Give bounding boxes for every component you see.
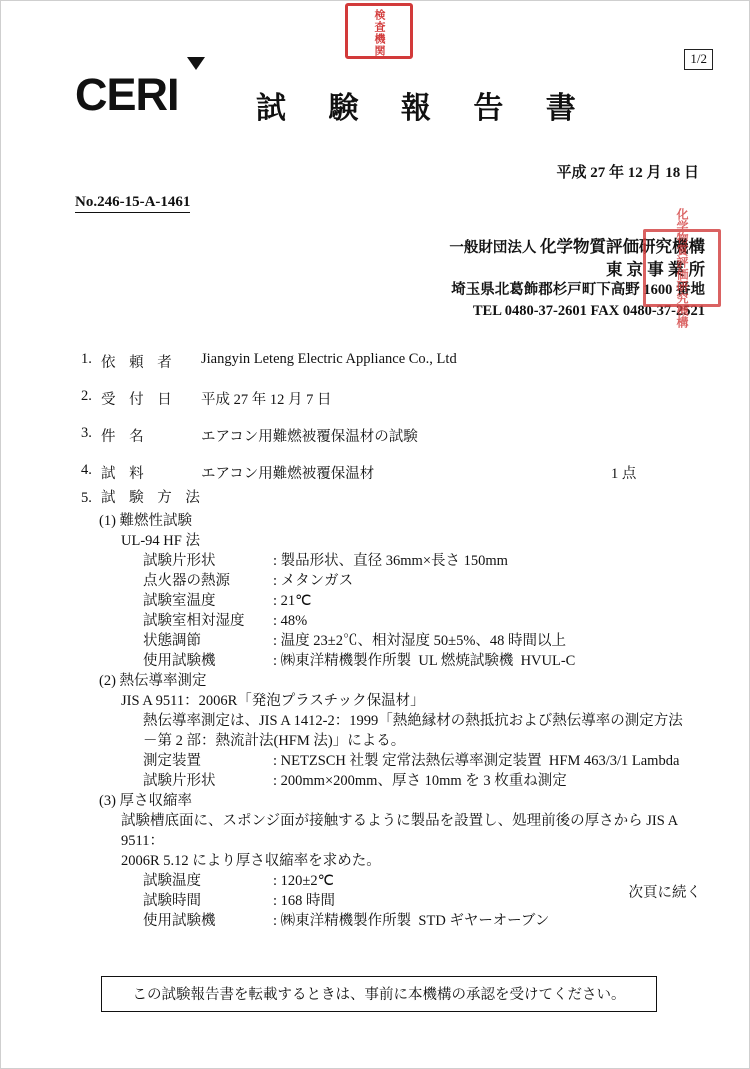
item-number: 3. — [81, 425, 92, 441]
section-number: 5. — [81, 490, 92, 506]
spec-value: : 温度 23±2℃、相対湿度 50±5%、48 時間以上 — [273, 633, 567, 649]
reprint-notice: この試験報告書を転載するときは、事前に本機構の承認を受けてください。 — [101, 976, 657, 1012]
list-item — [81, 388, 681, 409]
spec-row — [143, 871, 701, 891]
spec-key: 測定装置 — [143, 753, 201, 769]
spec-row — [143, 651, 701, 671]
spec-value: : ㈱東洋精機製作所製 STD ギヤーオーブン — [273, 913, 550, 929]
subsection-paragraph-2b: －第 2 部：熱流計法(HFM 法)」による。 — [143, 733, 406, 749]
spec-row — [143, 751, 701, 771]
item-label: 受 付 日 — [101, 392, 177, 408]
item-number: 4. — [81, 462, 92, 478]
subsection-paragraph-3a: 試験槽底面に、スポンジ面が接触するように製品を設置し、処理前後の厚さから JIS A 9511： — [121, 813, 681, 849]
spec-key: 点火器の熱源 — [143, 573, 230, 589]
item-value: エアコン用難燃被覆保温材の試験 — [201, 429, 418, 445]
continued-note: 次頁に続く — [628, 885, 701, 901]
item-number: 2. — [81, 388, 92, 404]
item-value: Jiangyin Leteng Electric Appliance Co., Ltd — [201, 351, 457, 367]
list-item — [81, 462, 681, 483]
issuer-red-seal-stamp: 化学物質評価研究機構 — [643, 229, 721, 307]
subsection-subheading-2: JIS A 9511：2006R「発泡プラスチック保温材」 — [121, 693, 425, 709]
section-label: 試 験 方 法 — [101, 490, 205, 506]
spec-value: : 48% — [273, 613, 308, 629]
ceri-logo — [75, 69, 179, 121]
spec-row — [143, 771, 701, 791]
report-number: No.246-15-A-1461 — [75, 194, 190, 213]
spec-key: 試験室温度 — [143, 593, 216, 609]
test-method-section — [81, 488, 701, 931]
spec-value: : NETZSCH 社製 定常法熱伝導率測定装置 HFM 463/3/1 Lambda — [273, 753, 680, 769]
spec-value: : 168 時間 — [273, 893, 336, 909]
subsection-heading-1: (1) 難燃性試験 — [99, 513, 193, 529]
spec-key: 試験片形状 — [143, 553, 216, 569]
page-title: 試 験 報 告 書 — [256, 91, 592, 126]
spec-key: 試験室相対湿度 — [143, 613, 245, 629]
spec-value: : 120±2℃ — [273, 873, 334, 889]
spec-key: 使用試験機 — [143, 653, 216, 669]
page-number: 1/2 — [684, 49, 713, 70]
issuer-org-name: 化学物質評価研究機構 — [540, 237, 705, 256]
spec-row — [143, 551, 701, 571]
subsection-paragraph-3b: 2006R 5.12 により厚さ収縮率を求めた。 — [121, 853, 381, 869]
spec-row — [143, 631, 701, 651]
spec-value: : 200mm×200mm、厚さ 10mm を 3 枚重ね測定 — [273, 773, 567, 789]
subsection-heading-3: (3) 厚さ収縮率 — [99, 793, 193, 809]
spec-value: : ㈱東洋精機製作所製 UL 燃焼試験機 HVUL-C — [273, 653, 576, 669]
issuer-address: 埼玉県北葛飾郡杉戸町下高野 1600 番地 — [451, 282, 705, 298]
spec-list-1 — [143, 551, 701, 671]
subsection-subheading-1: UL-94 HF 法 — [121, 533, 200, 549]
spec-key: 試験片形状 — [143, 773, 216, 789]
spec-row — [143, 571, 701, 591]
item-number: 1. — [81, 351, 92, 367]
spec-key: 試験温度 — [143, 873, 201, 889]
item-label: 件 名 — [101, 429, 149, 445]
spec-list-3 — [143, 871, 701, 931]
spec-key: 試験時間 — [143, 893, 201, 909]
section-heading — [81, 488, 701, 508]
spec-row — [143, 611, 701, 631]
item-value-count: 1 点 — [611, 466, 637, 482]
request-info-list — [81, 351, 681, 499]
spec-row — [143, 891, 701, 911]
spec-value: : 21℃ — [273, 593, 312, 609]
spec-key: 使用試験機 — [143, 913, 216, 929]
issuer-contact: TEL 0480-37-2601 FAX 0480-37-2521 — [472, 303, 705, 319]
issuer-org-prefix: 一般財団法人 — [449, 240, 537, 256]
spec-row — [143, 911, 701, 931]
subsection-heading-2: (2) 熱伝導率測定 — [99, 673, 207, 689]
top-red-seal-stamp: 検査機関 — [345, 3, 413, 59]
item-value: エアコン用難燃被覆保温材 — [201, 466, 375, 482]
subsection-paragraph-2a: 熱伝導率測定は、JIS A 1412-2：1999「熱絶縁材の熱抵抗および熱伝導率の測定方法 — [143, 713, 683, 729]
item-label: 依 頼 者 — [101, 355, 177, 371]
spec-key: 状態調節 — [143, 633, 201, 649]
spec-list-2 — [143, 751, 701, 791]
logo-triangle-icon — [187, 57, 205, 70]
spec-value: : メタンガス — [273, 573, 354, 589]
item-value: 平成 27 年 12 月 7 日 — [201, 392, 332, 408]
ceri-logo-text: CERI — [75, 69, 179, 120]
item-label: 試 料 — [101, 466, 149, 482]
issuer-office: 東 京 事 業 所 — [606, 260, 705, 279]
spec-row — [143, 591, 701, 611]
list-item — [81, 425, 681, 446]
spec-value: : 製品形状、直径 36mm×長さ 150mm — [273, 553, 508, 569]
issue-date: 平成 27 年 12 月 18 日 — [556, 165, 699, 181]
list-item — [81, 351, 681, 372]
